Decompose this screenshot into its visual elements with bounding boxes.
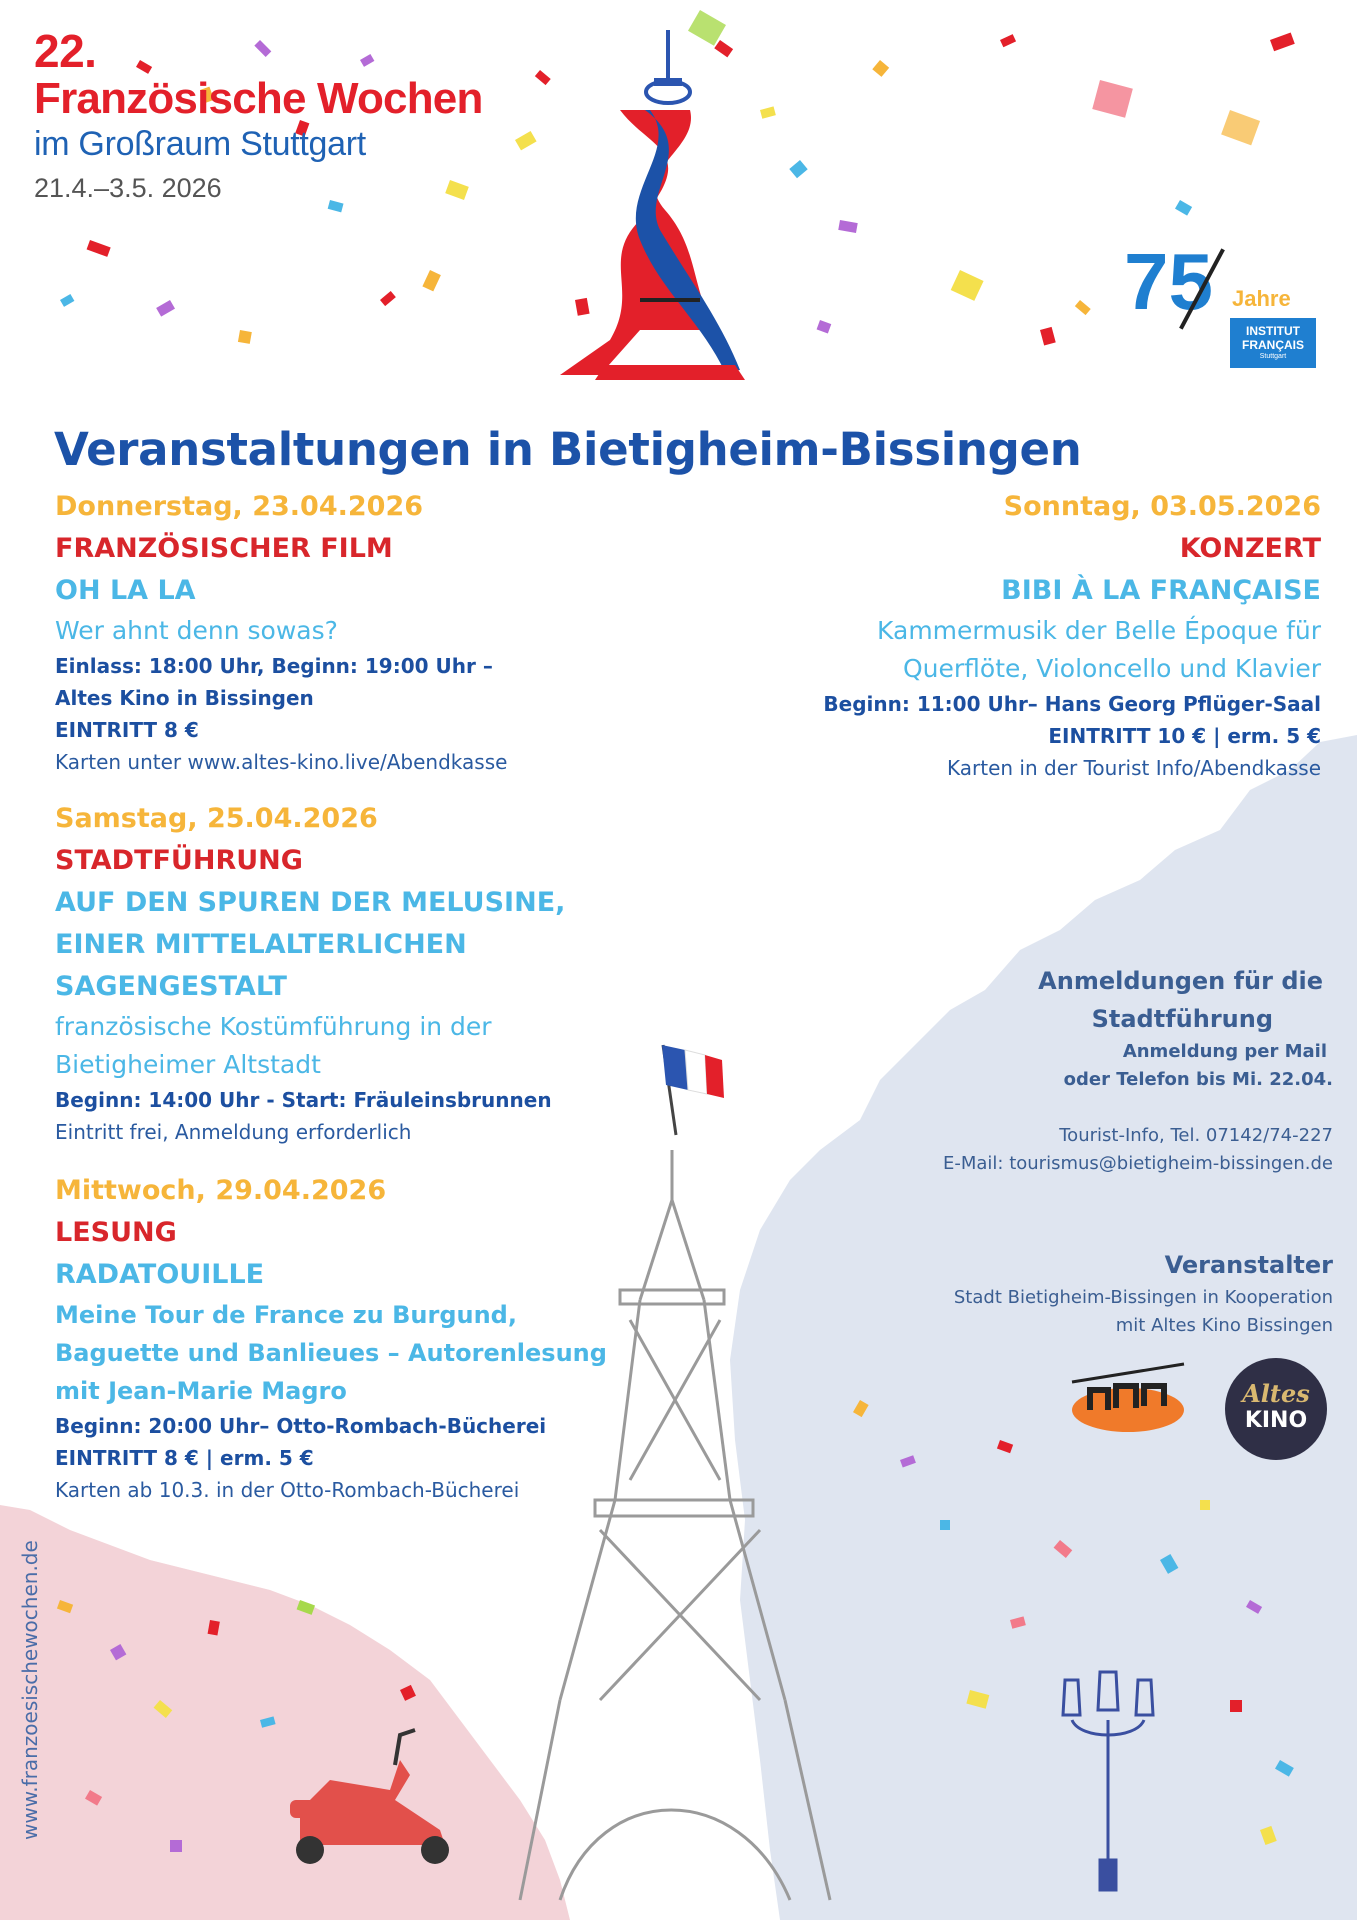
altes-kino-top: Altes xyxy=(1242,1379,1310,1408)
organizer-heading: Veranstalter xyxy=(1164,1251,1333,1279)
institut-francais-badge xyxy=(1230,318,1316,368)
event-title: EINER MITTELALTERLICHEN xyxy=(55,929,467,960)
organizer-line: Stadt Bietigheim-Bissingen in Kooperation xyxy=(953,1287,1333,1308)
city-logo-icon xyxy=(1068,1360,1188,1440)
event-info: Beginn: 11:00 Uhr– Hans Georg Pflüger-Saal xyxy=(823,692,1321,716)
website-url[interactable]: www.franzoesischewochen.de xyxy=(18,1540,42,1840)
registration-deadline: oder Telefon bis Mi. 22.04. xyxy=(1063,1069,1333,1090)
institut-francais-city: Stuttgart xyxy=(1259,353,1287,360)
event-category: KONZERT xyxy=(1179,533,1321,564)
edition-number: 22. xyxy=(34,25,97,77)
event-title: OH LA LA xyxy=(55,575,196,606)
registration-deadline: Anmeldung per Mail xyxy=(1122,1041,1327,1062)
event-description: Kammermusik der Belle Époque für xyxy=(877,616,1321,645)
anniversary-logo xyxy=(1120,237,1320,370)
event-ticket-note: Karten in der Tourist Info/Abendkasse xyxy=(947,756,1321,780)
organizer-line: mit Altes Kino Bissingen xyxy=(1115,1315,1333,1336)
event-title: AUF DEN SPUREN DER MELUSINE, xyxy=(55,887,566,918)
event-date: Sonntag, 03.05.2026 xyxy=(1003,491,1321,522)
event-info: Altes Kino in Bissingen xyxy=(55,686,314,710)
event-date: Mittwoch, 29.04.2026 xyxy=(55,1175,387,1206)
festival-subtitle: im Großraum Stuttgart xyxy=(34,125,366,163)
event-film xyxy=(55,486,507,778)
event-concert xyxy=(701,486,1321,784)
event-title: SAGENGESTALT xyxy=(55,971,287,1002)
event-title: BIBI À LA FRANÇAISE xyxy=(1001,575,1321,606)
event-category: LESUNG xyxy=(55,1217,177,1248)
event-price: EINTRITT 8 € xyxy=(55,718,199,742)
event-tour xyxy=(55,798,565,1148)
anniversary-number: 75 xyxy=(1124,237,1213,326)
french-flag xyxy=(662,1045,724,1135)
event-reading xyxy=(55,1170,607,1506)
registration-heading: Stadtführung xyxy=(1091,1005,1273,1033)
altes-kino-logo xyxy=(1225,1358,1327,1460)
event-ticket-note: Karten unter www.altes-kino.live/Abendkasse xyxy=(55,750,508,774)
event-description: französische Kostümführung in der xyxy=(55,1012,492,1041)
event-info: Beginn: 14:00 Uhr - Start: Fräuleinsbrunnen xyxy=(55,1088,552,1112)
event-description: Wer ahnt denn sowas? xyxy=(55,616,338,645)
event-ticket-note: Eintritt frei, Anmeldung erforderlich xyxy=(55,1120,412,1144)
registration-heading: Anmeldungen für die xyxy=(1038,967,1323,995)
registration-info xyxy=(773,962,1333,1178)
anniversary-label: Jahre xyxy=(1232,286,1291,311)
event-ticket-note: Karten ab 10.3. in der Otto-Rombach-Bücherei xyxy=(55,1478,520,1502)
event-info: Einlass: 18:00 Uhr, Beginn: 19:00 Uhr – xyxy=(55,654,493,678)
festival-title: Französische Wochen xyxy=(34,74,483,123)
event-date: Donnerstag, 23.04.2026 xyxy=(55,491,424,522)
pink-paper-shape xyxy=(0,1505,570,1920)
organizer-info xyxy=(773,1246,1333,1340)
registration-phone: Tourist-Info, Tel. 07142/74-227 xyxy=(1059,1125,1333,1146)
event-category: STADTFÜHRUNG xyxy=(55,845,303,876)
event-description: Bietigheimer Altstadt xyxy=(55,1050,321,1079)
festival-dates: 21.4.–3.5. 2026 xyxy=(34,173,222,203)
event-subtitle: Meine Tour de France zu Burgund, xyxy=(55,1301,517,1329)
event-price: EINTRITT 8 € | erm. 5 € xyxy=(55,1446,314,1470)
city-logo xyxy=(1068,1360,1188,1440)
event-title: RADATOUILLE xyxy=(55,1259,265,1290)
registration-email: E-Mail: tourismus@bietigheim-bissingen.de xyxy=(942,1153,1333,1174)
event-description: Querflöte, Violoncello und Klavier xyxy=(902,654,1321,683)
spacer xyxy=(773,1094,1333,1122)
page-title: Veranstaltungen in Bietigheim-Bissingen xyxy=(54,423,1082,476)
altes-kino-bottom: KINO xyxy=(1244,1408,1308,1433)
tower-logo-art xyxy=(560,30,745,380)
event-date: Samstag, 25.04.2026 xyxy=(55,803,378,834)
event-info: Beginn: 20:00 Uhr– Otto-Rombach-Bücherei xyxy=(55,1414,547,1438)
institut-francais-text: INSTITUT FRANÇAIS xyxy=(1242,324,1304,352)
event-category: FRANZÖSISCHER FILM xyxy=(55,533,393,564)
event-subtitle: Baguette und Banlieues – Autorenlesung xyxy=(55,1339,607,1367)
event-price: EINTRITT 10 € | erm. 5 € xyxy=(1048,724,1321,748)
event-subtitle: mit Jean-Marie Magro xyxy=(55,1377,347,1405)
